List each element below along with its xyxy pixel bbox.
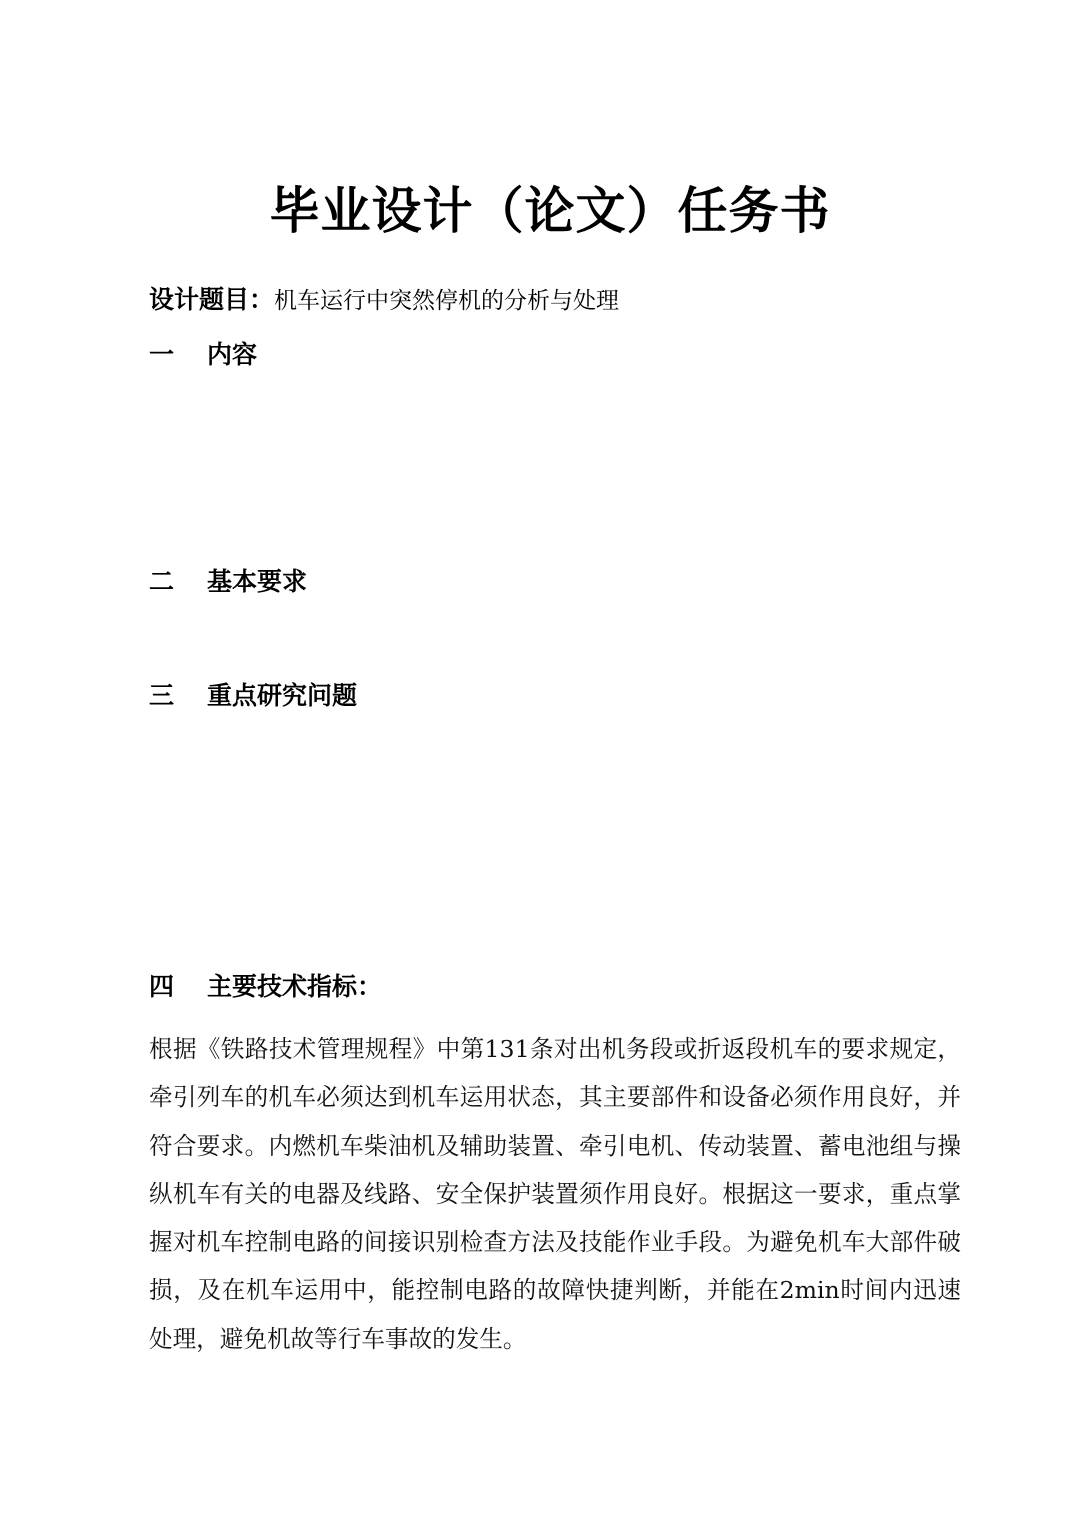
section-number: 二 — [149, 567, 175, 596]
section-title: 主要技术指标： — [207, 972, 383, 1001]
section-title: 基本要求 — [207, 567, 308, 596]
section-heading-key-research-issues — [149, 676, 357, 716]
section-title: 内容 — [207, 340, 258, 369]
document-title: 毕业设计（论文）任务书 — [269, 182, 831, 240]
section-title: 重点研究问题 — [207, 681, 358, 710]
technical-indicators-paragraph: 根据《铁路技术管理规程》中第131条对出机务段或折返段机车的要求规定，牵引列车的机车必须达到机车运用状态，其主要部件和设备必须作用良好，并符合要求。内燃机车柴油机及辅助装置、牵引电机、传动装置、蓄电池组与操纵机车有关的电器及线路、安全保护装置须作用良好。根据这一要求，重点掌握对机车控制电路的间接识别检查方法及技能作业手段。为避免机车大部件破损，及在机车运用中，能控制电路的故障快捷判断，并能在2min时间内迅速处理，避免机故等行车事故的发生。 — [149, 1035, 961, 1353]
design-topic-label: 设计题目： — [149, 285, 275, 314]
section-number: 四 — [149, 972, 175, 1001]
section-number: 三 — [149, 681, 175, 710]
section-heading-technical-indicators — [149, 967, 382, 1007]
design-topic-value: 机车运行中突然停机的分析与处理 — [274, 288, 620, 314]
section-heading-basic-requirements — [149, 562, 307, 602]
section-heading-content — [149, 335, 257, 375]
section-number: 一 — [149, 340, 175, 369]
design-topic-line — [149, 280, 619, 323]
